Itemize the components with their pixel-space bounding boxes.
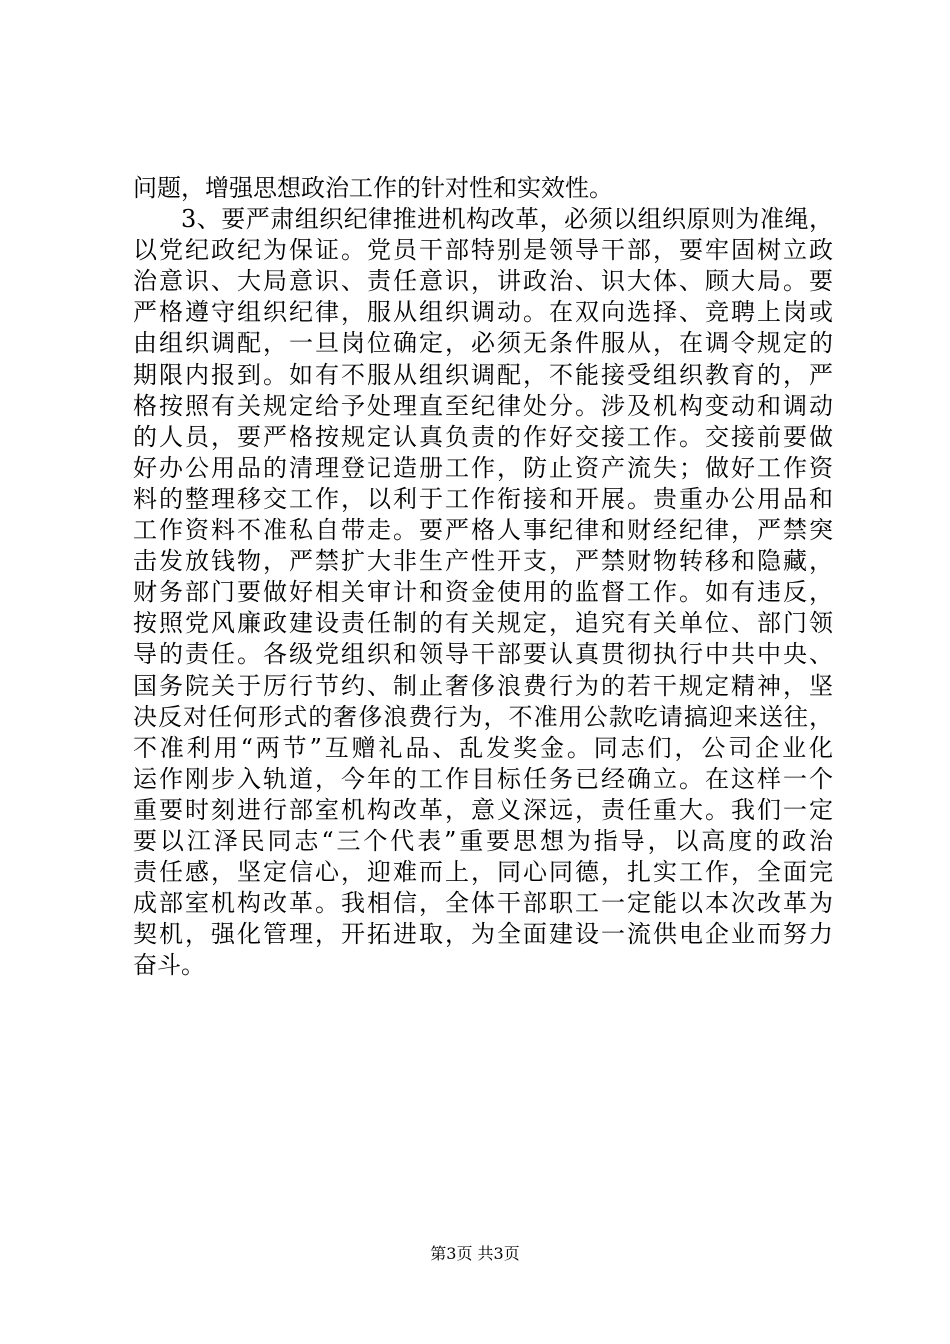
text-line: 治意识、大局意识、责任意识，讲政治、识大体、顾大局。要: [133, 267, 833, 296]
text-line: 由组织调配，一旦岗位确定，必须无条件服从，在调令规定的: [133, 329, 833, 358]
text-line: 责任感，坚定信心，迎难而上，同心同德，扎实工作，全面完: [133, 858, 833, 887]
text-line: 导的责任。各级党组织和领导干部要认真贯彻执行中共中央、: [133, 640, 833, 669]
text-line: 决反对任何形式的奢侈浪费行为，不准用公款吃请搞迎来送往，: [133, 702, 833, 731]
page-indicator: 第3页 共3页: [430, 1244, 520, 1263]
text-line: 3、要严肃组织纪律推进机构改革，必须以组织原则为准绳，: [181, 205, 833, 234]
text-line: 契机，强化管理，开拓进取，为全面建设一流供电企业而努力: [133, 920, 833, 949]
text-line: 以党纪政纪为保证。党员干部特别是领导干部，要牢固树立政: [133, 236, 833, 265]
text-line: 运作刚步入轨道，今年的工作目标任务已经确立。在这样一个: [133, 764, 833, 793]
text-line: 奋斗。: [133, 951, 205, 980]
text-line: 不准利用“两节”互赠礼品、乱发奖金。同志们，公司企业化: [133, 733, 833, 762]
text-line: 重要时刻进行部室机构改革，意义深远，责任重大。我们一定: [133, 795, 833, 824]
text-line: 料的整理移交工作，以利于工作衔接和开展。贵重办公用品和: [133, 484, 833, 513]
text-line: 严格遵守组织纪律，服从组织调动。在双向选择、竞聘上岗或: [133, 298, 833, 327]
text-line: 期限内报到。如有不服从组织调配，不能接受组织教育的，严: [133, 360, 833, 389]
text-line: 好办公用品的清理登记造册工作，防止资产流失；做好工作资: [133, 453, 833, 482]
text-line: 格按照有关规定给予处理直至纪律处分。涉及机构变动和调动: [133, 391, 833, 420]
text-line: 国务院关于厉行节约、制止奢侈浪费行为的若干规定精神，坚: [133, 671, 833, 700]
page-footer: [0, 1243, 950, 1265]
text-line: 击发放钱物，严禁扩大非生产性开支，严禁财物转移和隐藏，: [133, 547, 833, 576]
document-body: [133, 173, 833, 981]
text-line: 财务部门要做好相关审计和资金使用的监督工作。如有违反，: [133, 578, 833, 607]
text-line: 要以江泽民同志“三个代表”重要思想为指导，以高度的政治: [133, 826, 833, 855]
text-line: 问题，增强思想政治工作的针对性和实效性。: [133, 174, 613, 202]
text-line: 成部室机构改革。我相信，全体干部职工一定能以本次改革为: [133, 889, 833, 918]
text-line: 工作资料不准私自带走。要严格人事纪律和财经纪律，严禁突: [133, 516, 833, 545]
text-line: 按照党风廉政建设责任制的有关规定，追究有关单位、部门领: [133, 609, 833, 638]
text-line: 的人员，要严格按规定认真负责的作好交接工作。交接前要做: [133, 422, 833, 451]
